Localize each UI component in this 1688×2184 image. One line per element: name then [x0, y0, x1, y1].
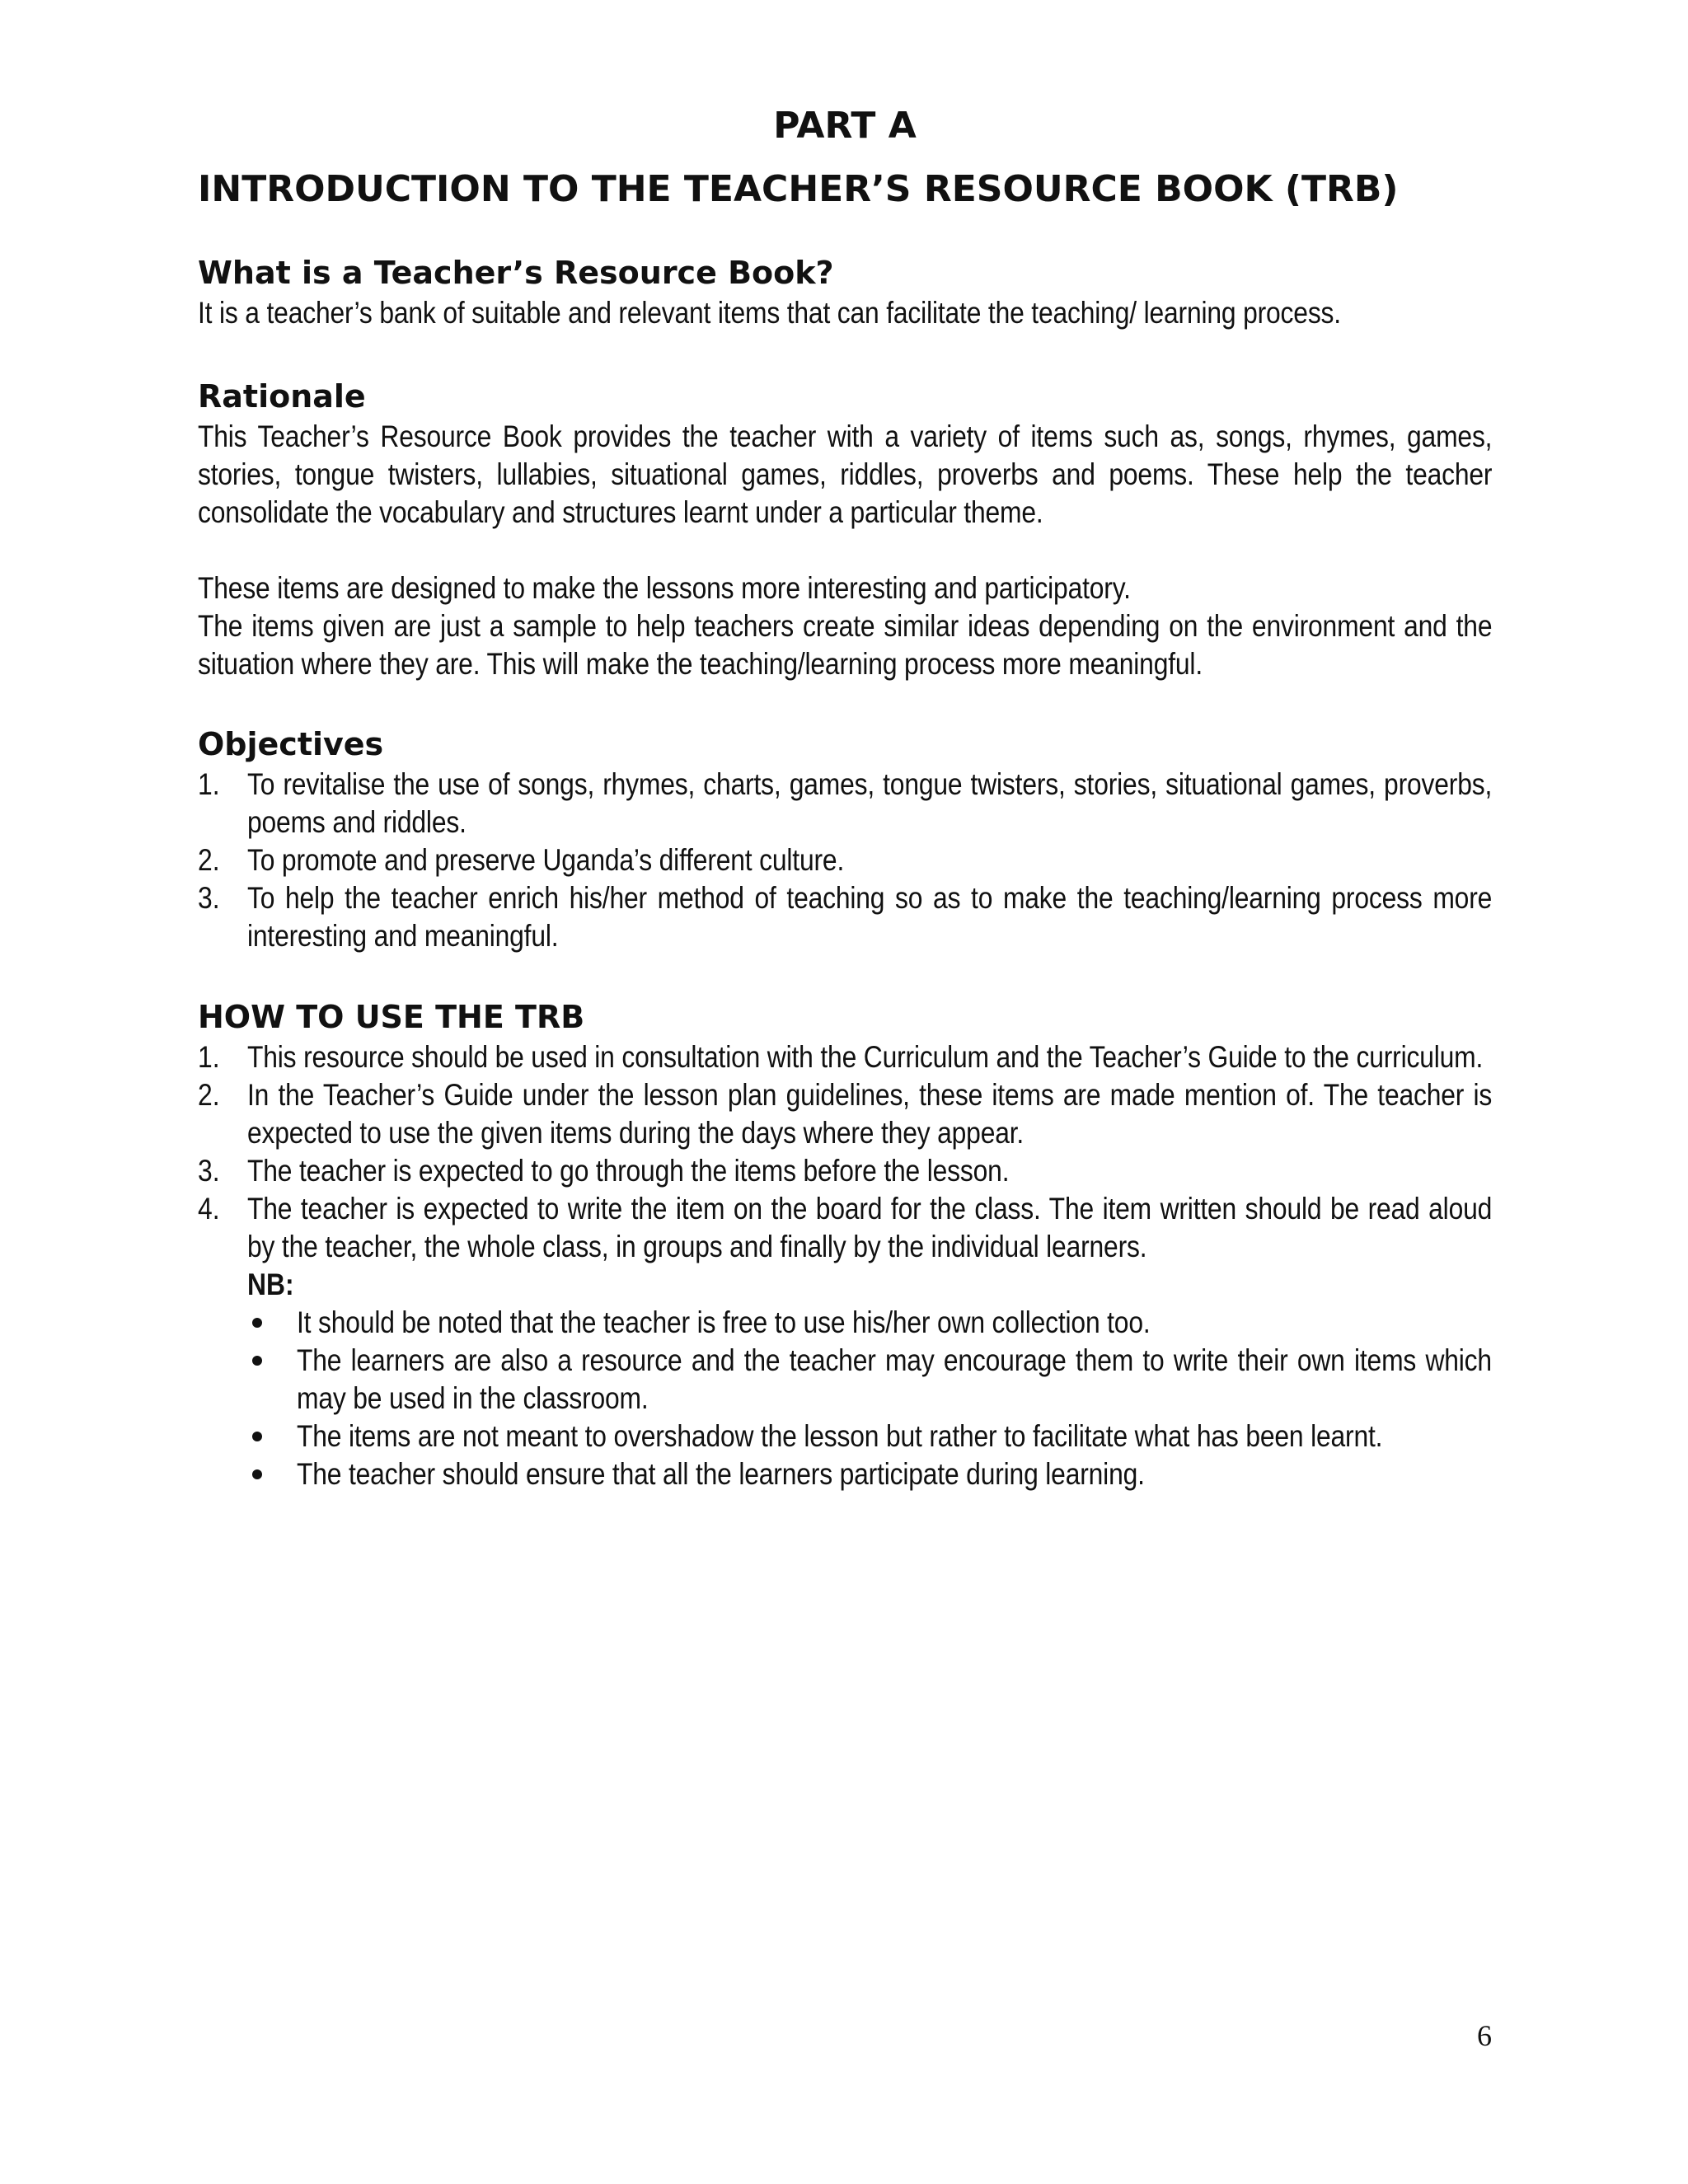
nb-bullet-list — [247, 1304, 1492, 1493]
list-item — [198, 1038, 1492, 1076]
page-number: 6 — [1477, 2019, 1492, 2052]
list-item-text: The teacher is expected to write the item on the board for the class. The item written should be read aloud by the teacher, the whole class, in groups and finally by the individual learners. — [247, 1192, 1493, 1263]
list-item-text: To promote and preserve Uganda’s different culture. — [247, 843, 845, 877]
bullet-icon — [252, 1469, 262, 1479]
list-item-text: This resource should be used in consultation with the Curriculum and the Teacher’s Guide to the curriculum. — [247, 1040, 1484, 1074]
list-item-number: 3. — [198, 881, 220, 915]
bullet-item — [247, 1342, 1492, 1418]
list-item-number: 4. — [198, 1192, 220, 1226]
list-item-text: To revitalise the use of songs, rhymes, charts, games, tongue twisters, stories, situational games, proverbs, poems and riddles. — [247, 767, 1493, 839]
what-is-text: It is a teacher’s bank of suitable and relevant items that can facilitate the teaching/ learning process. — [198, 296, 1341, 330]
part-title: PART A — [773, 105, 917, 147]
bullet-item — [247, 1304, 1492, 1342]
bullet-item — [247, 1418, 1492, 1455]
section-rationale — [198, 375, 1492, 683]
bullet-text: It should be noted that the teacher is free to use his/her own collection too. — [297, 1305, 1151, 1339]
how-to-use-list — [198, 1038, 1492, 1493]
section-heading-rationale: Rationale — [198, 378, 366, 415]
list-item — [198, 1076, 1492, 1152]
list-item-number: 1. — [198, 767, 220, 801]
list-item-text: In the Teacher’s Guide under the lesson plan guidelines, these items are made mention of. The teacher is expected to use the given items during the days where they appear. — [247, 1078, 1493, 1150]
list-item-number: 3. — [198, 1154, 220, 1188]
list-item-number: 2. — [198, 843, 220, 877]
list-item — [198, 766, 1492, 841]
list-item — [198, 841, 1492, 879]
bullet-item — [247, 1455, 1492, 1493]
section-heading-how-to-use: HOW TO USE THE TRB — [198, 999, 585, 1035]
bullet-text: The items are not meant to overshadow the lesson but rather to facilitate what has been learnt. — [297, 1419, 1383, 1453]
section-heading-what-is: What is a Teacher’s Resource Book? — [198, 255, 834, 291]
bullet-icon — [252, 1318, 262, 1328]
section-what-is — [198, 251, 1492, 332]
list-item — [198, 1152, 1492, 1190]
nb-label: NB: — [247, 1268, 294, 1301]
list-item — [198, 879, 1492, 955]
bullet-icon — [252, 1356, 262, 1366]
list-item — [198, 1190, 1492, 1493]
list-item-number: 1. — [198, 1040, 220, 1074]
bullet-icon — [252, 1432, 262, 1441]
document-page — [198, 0, 1492, 2184]
rationale-paragraph-2: These items are designed to make the lessons more interesting and participatory. — [198, 571, 1131, 605]
section-objectives — [198, 723, 1492, 955]
bullet-text: The learners are also a resource and the teacher may encourage them to write their own items which may be used in the classroom. — [297, 1343, 1492, 1415]
section-how-to-use — [198, 996, 1492, 1493]
page-title: INTRODUCTION TO THE TEACHER’S RESOURCE BOOK (TRB) — [198, 168, 1399, 210]
rationale-paragraph-1: This Teacher’s Resource Book provides the teacher with a variety of items such as, songs, rhymes, games, stories, tongue twisters, lullabies, situational games, riddles, proverbs and poems. These help the teacher consolidate the vocabulary and structures learnt under a particular theme. — [198, 419, 1493, 529]
section-heading-objectives: Objectives — [198, 726, 384, 762]
bullet-text: The teacher should ensure that all the learners participate during learning. — [297, 1457, 1145, 1491]
objectives-list — [198, 766, 1492, 955]
list-item-text: To help the teacher enrich his/her method of teaching so as to make the teaching/learning process more interesting and meaningful. — [247, 881, 1493, 953]
list-item-text: The teacher is expected to go through the items before the lesson. — [247, 1154, 1010, 1188]
rationale-paragraph-3: The items given are just a sample to help teachers create similar ideas depending on the environment and the situation where they are. This will make the teaching/learning process more meaningful. — [198, 609, 1493, 681]
list-item-number: 2. — [198, 1078, 220, 1112]
